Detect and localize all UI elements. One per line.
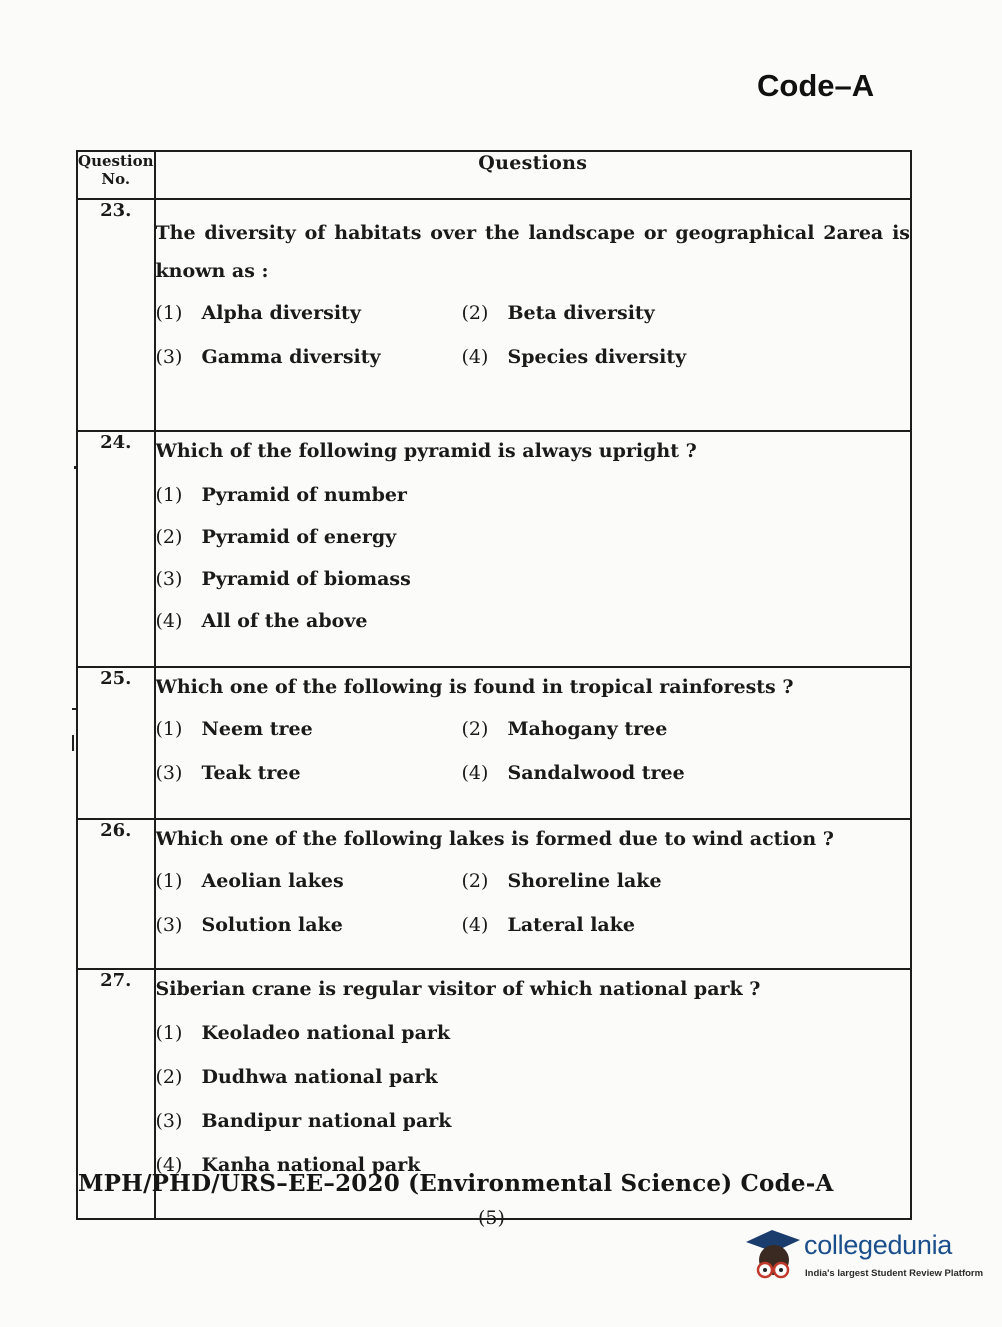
options-list: [156, 1014, 911, 1190]
option-text: Neem tree: [201, 718, 313, 740]
option-text: Solution lake: [201, 914, 343, 936]
options-grid: [156, 294, 911, 376]
option-text: Pyramid of energy: [201, 526, 397, 548]
footer-exam-code: MPH/PHD/URS–EE–2020 (Environmental Science) Code-A: [78, 1170, 834, 1197]
question-number: 27.: [77, 969, 155, 1219]
option-item: [156, 338, 462, 376]
brand-name: collegedunia: [804, 1230, 953, 1260]
option-item: [462, 294, 911, 332]
option-item: [156, 1014, 911, 1058]
option-text: Keoladeo national park: [201, 1022, 451, 1044]
option-number: (2): [461, 718, 489, 740]
option-item: [462, 710, 911, 748]
option-number: (3): [155, 346, 183, 368]
option-item: [156, 1102, 911, 1146]
question-cell: [155, 199, 912, 431]
option-number: (1): [155, 302, 183, 324]
option-item: [462, 338, 911, 376]
question-text: Which one of the following lakes is formed due to wind action ?: [155, 828, 834, 850]
option-text: Species diversity: [507, 346, 687, 368]
option-number: (1): [155, 1022, 183, 1044]
option-number: (1): [155, 870, 183, 892]
question-text: The diversity of habitats over the landscape or geographical 2area is known as :: [155, 222, 910, 282]
option-item: [462, 754, 911, 792]
option-item: [156, 906, 462, 944]
option-text: Aeolian lakes: [201, 870, 344, 892]
options-list: [156, 476, 911, 644]
table-row: [77, 667, 911, 819]
questions-table: [76, 150, 912, 1220]
option-number: (2): [461, 302, 489, 324]
option-text: Shoreline lake: [507, 870, 662, 892]
paper-code: Code–A: [757, 68, 875, 103]
question-cell: [155, 819, 912, 969]
question-text: Which one of the following is found in tropical rainforests ?: [155, 676, 794, 698]
margin-mark: [72, 735, 74, 751]
option-text: Mahogany tree: [507, 718, 668, 740]
option-item: [156, 518, 911, 560]
page-number: (5): [478, 1207, 505, 1229]
option-item: [462, 906, 911, 944]
option-text: All of the above: [201, 610, 368, 632]
table-row: [77, 199, 911, 431]
question-number: 23.: [77, 199, 155, 431]
question-number: 25.: [77, 667, 155, 819]
question-text: Which of the following pyramid is always upright ?: [155, 440, 697, 462]
option-item: [156, 560, 911, 602]
option-text: Gamma diversity: [201, 346, 381, 368]
option-number: (1): [155, 718, 183, 740]
option-item: [156, 294, 462, 332]
option-item: [156, 754, 462, 792]
option-number: (4): [461, 762, 489, 784]
option-number: (4): [155, 610, 183, 632]
option-item: [156, 602, 911, 644]
table-row: [77, 431, 911, 667]
option-number: (3): [155, 914, 183, 936]
question-cell: [155, 431, 912, 667]
option-text: Alpha diversity: [201, 302, 361, 324]
option-number: (2): [461, 870, 489, 892]
option-number: (2): [155, 526, 183, 548]
option-number: (3): [155, 762, 183, 784]
option-number: (1): [155, 484, 183, 506]
collegedunia-watermark: [744, 1226, 984, 1286]
table-header-row: [77, 151, 911, 199]
question-text: Siberian crane is regular visitor of which national park ?: [155, 978, 761, 1000]
option-item: [156, 1058, 911, 1102]
option-text: Pyramid of number: [201, 484, 407, 506]
header-question-no: Question No.: [77, 151, 155, 199]
question-number: 24.: [77, 431, 155, 667]
table-row: [77, 819, 911, 969]
option-text: Lateral lake: [507, 914, 635, 936]
option-text: Bandipur national park: [201, 1110, 452, 1132]
option-text: Dudhwa national park: [201, 1066, 438, 1088]
option-item: [462, 862, 911, 900]
option-number: (4): [461, 346, 489, 368]
option-number: (2): [155, 1066, 183, 1088]
option-number: (4): [461, 914, 489, 936]
options-grid: [156, 710, 911, 792]
option-text: Beta diversity: [507, 302, 655, 324]
options-grid: [156, 862, 911, 944]
option-text: Pyramid of biomass: [201, 568, 411, 590]
option-item: [156, 710, 462, 748]
option-number: (4): [155, 1154, 183, 1176]
option-text: Teak tree: [201, 762, 301, 784]
option-number: (3): [155, 1110, 183, 1132]
option-item: [156, 862, 462, 900]
header-questions: Questions: [155, 151, 912, 199]
option-text: Kanha national park: [201, 1154, 421, 1176]
question-cell: [155, 667, 912, 819]
brand-tagline: India's largest Student Review Platform: [805, 1268, 984, 1279]
option-item: [156, 476, 911, 518]
collegedunia-mascot-icon: [744, 1226, 802, 1282]
option-number: (3): [155, 568, 183, 590]
option-text: Sandalwood tree: [507, 762, 685, 784]
question-number: 26.: [77, 819, 155, 969]
